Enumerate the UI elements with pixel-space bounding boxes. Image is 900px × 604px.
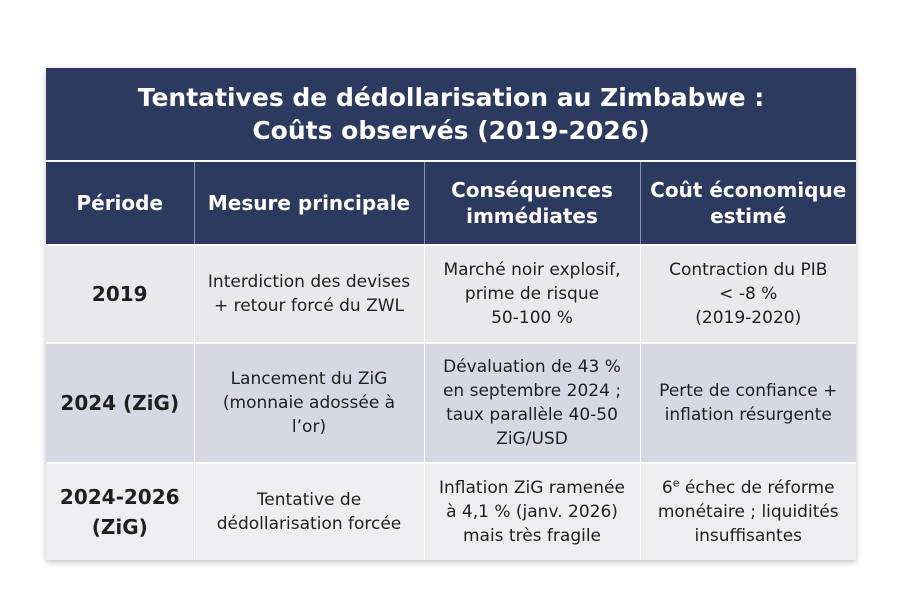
table-row — [46, 245, 856, 343]
header-consequences-line-1: Conséquences — [451, 178, 613, 202]
cell-measure — [194, 245, 424, 343]
table-row — [46, 343, 856, 463]
cell-cost — [640, 463, 856, 560]
cell-text: 2024-2026 — [59, 485, 180, 509]
cell-text: à 4,1 % (janv. 2026) — [446, 502, 618, 522]
table-row — [46, 463, 856, 560]
cell-text: (2019-2020) — [695, 308, 802, 328]
cell-consequences — [424, 245, 640, 343]
cell-text: inflation résurgente — [664, 405, 832, 425]
cell-text: monétaire ; liquidités — [657, 502, 839, 522]
cell-text: Lancement du ZiG — [230, 369, 388, 389]
table-title-line-2: Coûts observés (2019-2026) — [252, 116, 650, 145]
cell-measure — [194, 463, 424, 560]
cell-text: Dévaluation de 43 % — [443, 357, 621, 377]
cell-text: Contraction du PIB — [669, 260, 828, 280]
header-cout-line-1: Coût économique — [650, 178, 847, 202]
cell-text: insuffisantes — [694, 526, 803, 546]
cell-consequences — [424, 463, 640, 560]
table-title — [46, 68, 856, 162]
cell-text: Tentative de — [256, 490, 362, 510]
cell-text: 50-100 % — [491, 308, 573, 328]
header-periode — [46, 162, 194, 245]
cell-period — [46, 343, 194, 463]
header-mesure — [194, 162, 424, 245]
cell-cost — [640, 245, 856, 343]
header-consequences-line-2: immédiates — [466, 204, 598, 228]
costs-table-card — [46, 68, 856, 560]
cell-text: (ZiG) — [91, 515, 148, 539]
cell-cost — [640, 343, 856, 463]
cell-text: < -8 % — [719, 284, 778, 304]
header-cout — [640, 162, 856, 245]
cell-text — [647, 476, 851, 500]
cell-text: mais très fragile — [462, 526, 602, 546]
ordinal-suffix: e — [672, 476, 680, 490]
cell-consequences — [424, 343, 640, 463]
cell-text: prime de risque — [464, 284, 600, 304]
header-periode-text: Période — [76, 191, 164, 215]
ordinal-number: 6 — [661, 478, 673, 498]
cell-text: + retour forcé du ZWL — [213, 296, 405, 316]
cell-text-rest: échec de réforme — [679, 478, 835, 498]
costs-table — [46, 162, 856, 560]
cell-text: Marché noir explosif, — [443, 260, 621, 280]
header-cout-line-2: estimé — [710, 204, 787, 228]
cell-text: Inflation ZiG ramenée — [439, 478, 625, 498]
cell-period — [46, 245, 194, 343]
cell-text: (monnaie adossée à — [222, 393, 396, 413]
header-consequences — [424, 162, 640, 245]
cell-text: 2019 — [91, 282, 148, 306]
header-row — [46, 162, 856, 245]
cell-measure — [194, 343, 424, 463]
cell-period — [46, 463, 194, 560]
cell-text: Perte de confiance + — [659, 381, 838, 401]
cell-text: l’or) — [291, 417, 327, 437]
cell-text: en septembre 2024 ; — [442, 381, 622, 401]
table-title-line-1: Tentatives de dédollarisation au Zimbabwe : — [137, 83, 765, 112]
cell-text: dédollarisation forcée — [216, 514, 402, 534]
cell-text: ZiG/USD — [496, 429, 568, 449]
cell-text: Interdiction des devises — [207, 272, 411, 292]
header-mesure-text: Mesure principale — [207, 191, 411, 215]
cell-text: taux parallèle 40-50 — [446, 405, 618, 425]
cell-text: 2024 (ZiG) — [60, 391, 180, 415]
